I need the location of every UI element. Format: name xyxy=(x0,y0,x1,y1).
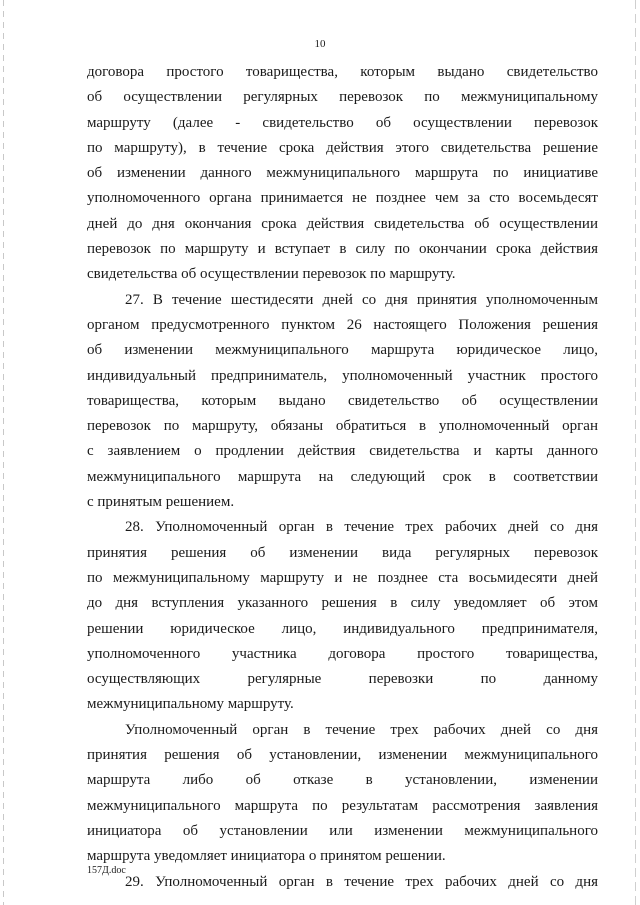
paragraph-29 xyxy=(87,870,598,895)
text-line: органом предусмотренного пунктом 26 настоящего Положения решения xyxy=(87,316,598,333)
text-line: свидетельства об осуществлении перевозок по маршруту. xyxy=(87,266,456,283)
text-line: до дня вступления указанного решения в силу уведомляет об этом xyxy=(87,595,598,612)
text-line: инициатора об установлении или изменении межмуниципального xyxy=(87,822,598,839)
text-line: по маршруту), в течение срока действия этого свидетельства решение xyxy=(87,139,598,156)
page-number: 10 xyxy=(314,38,326,50)
text-line: товарищества, которым выдано свидетельство об осуществлении xyxy=(87,392,598,409)
text-line: осуществляющих регулярные перевозки по данному xyxy=(87,671,598,688)
text-line: 29. Уполномоченный орган в течение трех рабочих дней со дня xyxy=(125,873,598,890)
scan-edge-left xyxy=(3,0,4,905)
text-line: 27. В течение шестидесяти дней со дня принятия уполномоченным xyxy=(125,291,598,308)
paragraph-27 xyxy=(87,288,598,516)
text-line: решении юридическое лицо, индивидуального предпринимателя, xyxy=(87,620,598,637)
text-line: дней до дня окончания срока действия свидетельства об осуществлении xyxy=(87,215,598,232)
text-line: маршруту (далее - свидетельство об осуществлении перевозок xyxy=(87,114,598,131)
paragraph-28-second xyxy=(87,718,598,870)
text-line: договора простого товарищества, которым выдано свидетельство xyxy=(87,64,598,80)
text-line: маршрута либо об отказе в установлении, изменении xyxy=(87,772,598,789)
text-line: об изменении межмуниципального маршрута юридическое лицо, xyxy=(87,342,598,359)
text-line: 28. Уполномоченный орган в течение трех рабочих дней со дня xyxy=(125,519,598,536)
text-line: с заявлением о продлении действия свидетельства и карты данного xyxy=(87,443,598,460)
text-line: Уполномоченный орган в течение трех рабочих дней со дня xyxy=(125,721,598,738)
text-line: принятия решения об установлении, изменении межмуниципального xyxy=(87,747,598,764)
text-line: межмуниципальному маршруту. xyxy=(87,696,294,713)
text-line: маршрута уведомляет инициатора о принятом решении. xyxy=(87,848,446,865)
text-line: межмуниципального маршрута по результатам рассмотрения заявления xyxy=(87,797,598,814)
text-line: об осуществлении регулярных перевозок по межмуниципальному xyxy=(87,89,598,106)
text-line: межмуниципального маршрута на следующий срок в соответствии xyxy=(87,468,598,485)
document-body xyxy=(87,60,598,895)
text-line: перевозок по маршруту и вступает в силу по окончании срока действия xyxy=(87,241,598,258)
paragraph-28 xyxy=(87,515,598,717)
text-line: индивидуальный предприниматель, уполномоченный участник простого xyxy=(87,367,598,384)
text-line: по межмуниципальному маршруту и не позднее ста восьмидесяти дней xyxy=(87,569,598,586)
text-line: перевозок по маршруту, обязаны обратиться в уполномоченный орган xyxy=(87,418,598,435)
scan-edge-right xyxy=(635,0,636,905)
text-line: с принятым решением. xyxy=(87,494,235,511)
text-line: принятия решения об изменении вида регулярных перевозок xyxy=(87,544,598,561)
paragraph-continuation xyxy=(87,60,598,288)
footer-filename: 157Д.doc xyxy=(87,865,126,876)
text-line: уполномоченного органа принимается не позднее чем за сто восемьдесят xyxy=(87,190,598,207)
text-line: об изменении данного межмуниципального маршрута по инициативе xyxy=(87,165,598,182)
text-line: уполномоченного участника договора простого товарищества, xyxy=(87,645,598,662)
